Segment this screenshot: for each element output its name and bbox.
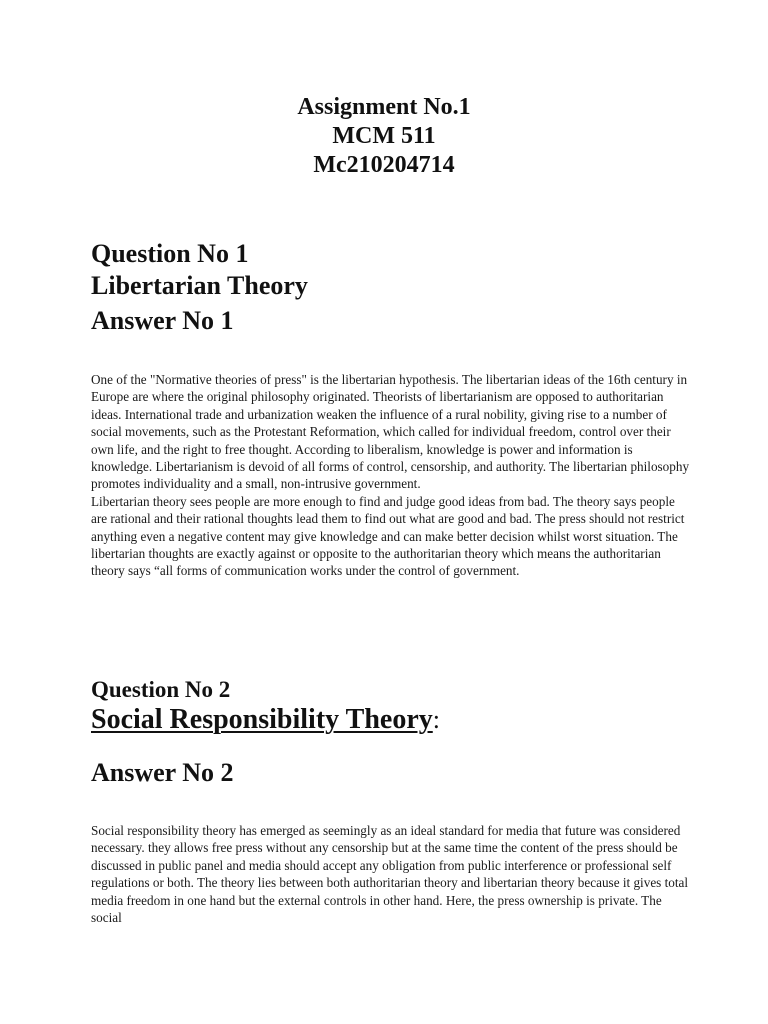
answer-2-body [91, 822, 691, 926]
answer-2-paragraph: Social responsibility theory has emerged as seemingly as an ideal standard for media that future was considered necessary. they allows free press without any censorship but at the same time the content of the press should be discussed in public panel and media should accept any obligation from public interference or professional self regulations or both. The theory lies between both authoritarian theory and libertarian theory because it gives total media freedom in one hand but the external controls in other hand. Here, the press ownership is private. The social [91, 823, 689, 926]
question-2-topic-colon: : [432, 705, 440, 734]
course-code: MCM 511 [332, 123, 436, 149]
question-2-topic [91, 704, 440, 736]
question-2-heading: Question No 2 [91, 677, 231, 702]
question-1-heading: Question No 1 [91, 239, 249, 268]
answer-1-body [91, 371, 691, 580]
answer-1-paragraph: One of the "Normative theories of press" is the libertarian hypothesis. The libertarian ideas of the 16th century in Europe are where the original philosophy originated. Theorists of libertarianism are opposed to authoritarian ideas. International trade and urbanization weaken the influence of a rural nobility, giving rise to a number of social movements, such as the Protestant Reformation, which called for individual freedom, control over their own life, and the right to free thought. According to liberalism, knowledge is power and information is knowledge. Libertarianism is devoid of all forms of control, censorship, and authority. The libertarian philosophy promotes individuality and a small, non-intrusive government. [91, 372, 690, 492]
assignment-header [0, 93, 768, 180]
question-2-topic-text: Social Responsibility Theory [91, 704, 433, 735]
answer-2-heading: Answer No 2 [91, 758, 234, 787]
question-1-topic: Libertarian Theory [91, 271, 308, 300]
answer-1-heading: Answer No 1 [91, 306, 234, 335]
answer-1-paragraph: Libertarian theory sees people are more enough to find and judge good ideas from bad. The theory says people are rational and their rational thoughts lead them to find out what are good and bad. The press should not restrict anything even a negative content may give knowledge and can make better decision whilst worst situation. The libertarian thoughts are exactly against or opposite to the authoritarian theory which means the authoritarian theory says “all forms of communication works under the control of government. [91, 493, 685, 579]
student-id: Mc210204714 [313, 152, 455, 178]
assignment-title: Assignment No.1 [297, 94, 471, 120]
